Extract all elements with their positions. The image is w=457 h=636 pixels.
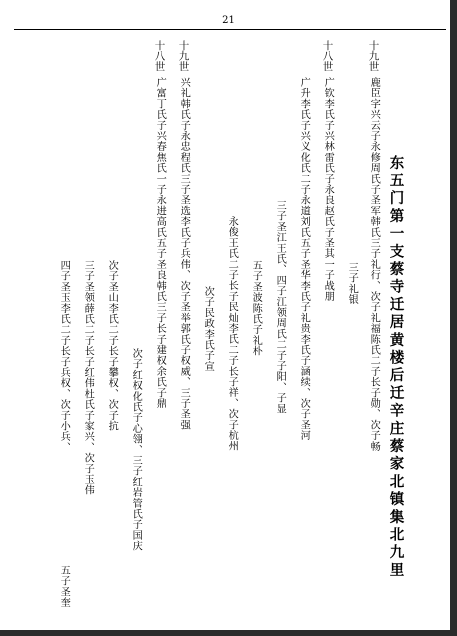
genealogy-column: 永俊王氏二子长子民灿李氏二子长子祥、次子杭州 [226,216,238,452]
genealogy-column: 鹿臣字兴云子永修周氏子圣军韩氏三子礼行、次子礼福陈氏二子长子勋、次子畅 [368,77,380,452]
generation-label: 十九世 [177,40,190,72]
generation-label: 十八世 [153,40,166,72]
genealogy-column: 三子圣江王氏、四子江领周氏二子子阳、子显 [274,200,286,414]
genealogy-column: 四子圣玉李氏二子长子兵权、次子小兵、 [58,260,70,453]
genealogy-column: 三子礼银 [346,262,358,305]
document-title: 东五门第一支蔡寺迁居黄楼后迁辛庄蔡家北镇集北九里 [387,155,405,580]
genealogy-column: 三子圣领薛氏二子长子红伟杜氏子家兴、次子玉伟 [82,260,94,496]
header-rule [14,29,446,30]
genealogy-column: 广富丁氏子兴春焦氏一子永进高氏五子圣良韩氏三子长子建权余氏子鼎 [154,77,166,409]
genealogy-column: 五子圣奎 [58,565,70,608]
genealogy-column: 广升李氏子兴义化氏二子永道刘氏五子圣华李氏子礼贵李氏子涵续、次子圣河 [298,77,310,441]
genealogy-column: 兴礼韩氏子永忠程氏三子圣选李氏子兵伟、次子圣举郭氏子权威、三子圣强 [178,77,190,431]
page-number: 21 [222,15,235,26]
generation-label: 十九世 [367,40,380,72]
genealogy-column: 五子圣波陈氏子礼朴 [250,260,262,357]
genealogy-column: 次子民政李氏子宣 [202,286,214,372]
genealogy-column: 次子圣山李氏二子长子攀权、次子抗 [106,260,118,432]
genealogy-column: 广钦李氏子兴林雷氏子永良赵氏子圣其一子战朋 [322,77,334,302]
genealogy-column: 次子红权化氏子心翎、三子红岩管氏子国庆 [130,348,142,552]
generation-label: 十八世 [321,40,334,72]
